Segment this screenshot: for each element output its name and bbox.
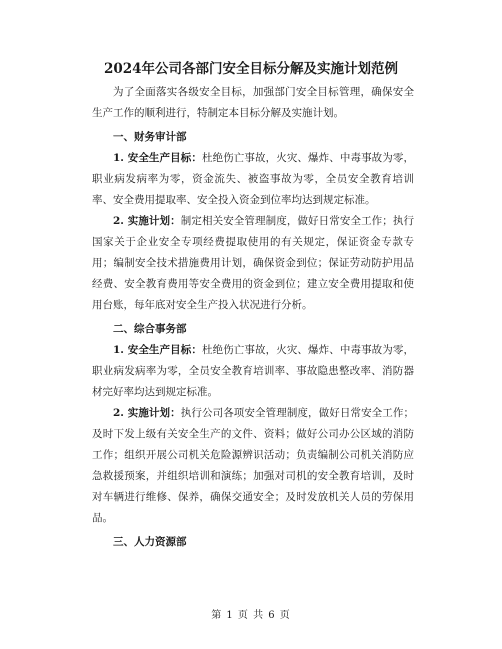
general-plan-label: 2. 实施计划： xyxy=(113,407,181,419)
general-goal-text: 杜绝伤亡事故，火灾、爆炸、中毒事故为零，职业病发病率为零，全员安全教育培训率、事故隐患整改率、消防器材完好率均达到规定标准。 xyxy=(92,344,414,398)
general-goal-label: 1. 安全生产目标： xyxy=(113,344,202,356)
page-footer: 第 1 页 共 6 页 xyxy=(211,610,291,621)
finance-plan-paragraph xyxy=(92,211,414,316)
general-goal-paragraph xyxy=(92,340,414,403)
finance-goal-paragraph xyxy=(92,148,414,211)
section-heading-finance: 一、财务审计部 xyxy=(113,131,187,143)
general-plan-text: 执行公司各项安全管理制度，做好日常安全工作；及时下发上级有关安全生产的文件、资料；做好公司办公区域的消防工作；组织开展公司机关危险源辨识活动；负责编制公司机关消防应急救援预案，并组织培训和演练；加强对司机的安全教育培训，及时对车辆进行维修、保养，确保交通安全；及时发放机关人员的劳保用品。 xyxy=(92,407,415,524)
document-title: 2024年公司各部门安全目标分解及实施计划范例 xyxy=(103,61,399,77)
intro-paragraph: 为了全面落实各级安全目标，加强部门安全目标管理，确保安全生产工作的顺利进行，特制定本目标分解及实施计划。 xyxy=(92,86,414,119)
section-heading-hr: 三、人力资源部 xyxy=(113,536,187,548)
finance-plan-label: 2. 实施计划： xyxy=(113,215,181,227)
finance-goal-label: 1. 安全生产目标： xyxy=(113,152,202,164)
general-plan-paragraph xyxy=(92,403,414,529)
finance-plan-text: 制定相关安全管理制度，做好日常安全工作；执行国家关于企业安全专项经费提取使用的有关规定，保证资金专款专用；编制安全技术措施费用计划，确保资金到位；保证劳动防护用品经费、安全教育费用等安全费用的资金到位；建立安全费用提取和使用台账，每年底对安全生产投入状况进行分析。 xyxy=(92,215,415,311)
finance-goal-text: 杜绝伤亡事故，火灾、爆炸、中毒事故为零，职业病发病率为零，资金流失、被盗事故为零，全员安全教育培训率、安全费用提取率、安全投入资金到位率均达到规定标准。 xyxy=(92,152,414,206)
section-heading-general-affairs: 二、综合事务部 xyxy=(113,323,187,335)
document-body xyxy=(92,82,414,553)
